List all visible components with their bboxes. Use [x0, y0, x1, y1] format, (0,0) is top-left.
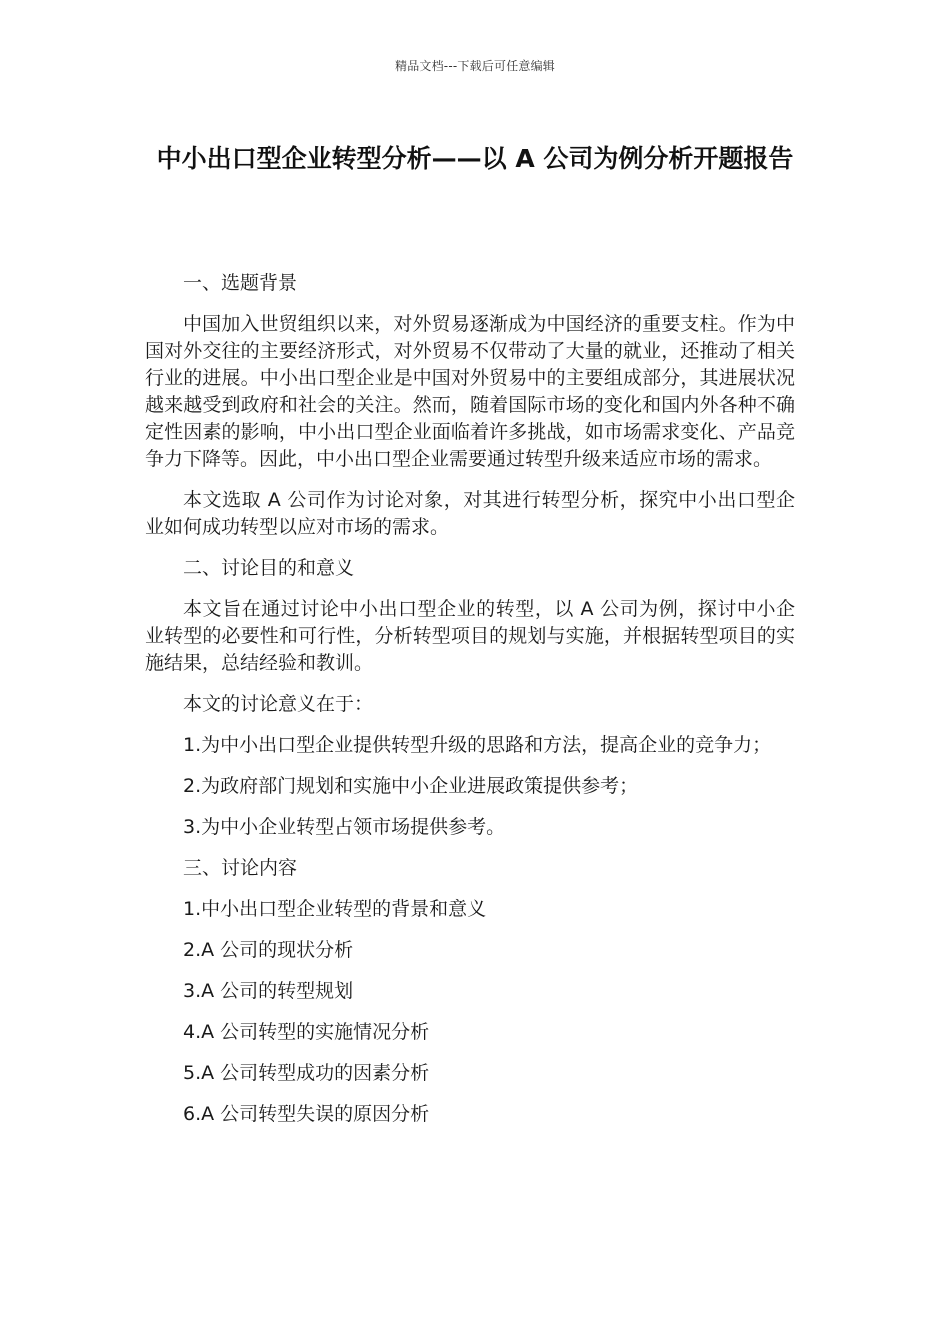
document-title: 中小出口型企业转型分析——以 A 公司为例分析开题报告 [156, 144, 794, 173]
list-item-content-6: 6.A 公司转型失误的原因分析 [183, 1103, 430, 1125]
list-item-significance-3: 3.为中小企业转型占领市场提供参考。 [183, 816, 506, 838]
list-item-content-4: 4.A 公司转型的实施情况分析 [183, 1021, 430, 1043]
section-heading-background: 一、选题背景 [183, 272, 298, 294]
list-item-significance-2: 2.为政府部门规划和实施中小企业进展政策提供参考； [183, 775, 639, 797]
section-heading-purpose: 二、讨论目的和意义 [183, 557, 355, 579]
section-heading-content: 三、讨论内容 [183, 857, 298, 879]
list-item-content-1: 1.中小出口型企业转型的背景和意义 [183, 898, 487, 920]
header-note: 精品文档---下载后可任意编辑 [395, 59, 555, 73]
paragraph-significance-intro: 本文的讨论意义在于： [183, 693, 374, 715]
list-item-content-5: 5.A 公司转型成功的因素分析 [183, 1062, 430, 1084]
paragraph-subject: 本文选取 A 公司作为讨论对象，对其进行转型分析，探究中小出口型企业如何成功转型以应对市场的需求。 [145, 489, 795, 538]
list-item-significance-1: 1.为中小出口型企业提供转型升级的思路和方法，提高企业的竞争力； [183, 734, 772, 756]
list-item-content-3: 3.A 公司的转型规划 [183, 980, 354, 1002]
paragraph-background: 中国加入世贸组织以来，对外贸易逐渐成为中国经济的重要支柱。作为中国对外交往的主要经济形式，对外贸易不仅带动了大量的就业，还推动了相关行业的进展。中小出口型企业是中国对外贸易中的主要组成部分，其进展状况越来越受到政府和社会的关注。然而，随着国际市场的变化和国内外各种不确定性因素的影响，中小出口型企业面临着许多挑战，如市场需求变化、产品竞争力下降等。因此，中小出口型企业需要通过转型升级来适应市场的需求。 [145, 313, 795, 470]
list-item-content-2: 2.A 公司的现状分析 [183, 939, 354, 961]
paragraph-purpose: 本文旨在通过讨论中小出口型企业的转型，以 A 公司为例，探讨中小企业转型的必要性和可行性，分析转型项目的规划与实施，并根据转型项目的实施结果，总结经验和教训。 [145, 598, 795, 674]
document-body [145, 270, 795, 1142]
